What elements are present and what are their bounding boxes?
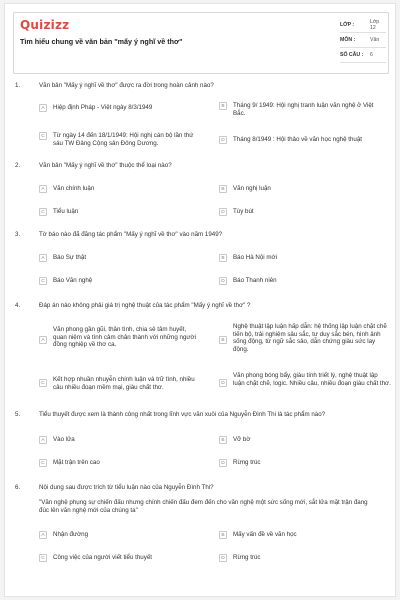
option-letter-badge: C [39, 379, 47, 387]
question-text: Nội dung sau được trích từ tiểu luận nào của Nguyễn Đình Thi? [39, 484, 214, 491]
option-letter-badge: D [219, 208, 227, 216]
option-letter-badge: A [39, 104, 47, 112]
option-d[interactable] [219, 372, 391, 387]
option-d[interactable] [219, 136, 391, 144]
option-letter-badge: B [219, 336, 227, 344]
option-letter-badge: D [219, 379, 227, 387]
question-number: 4. [15, 302, 21, 309]
option-b[interactable] [219, 323, 391, 353]
option-c[interactable] [39, 208, 199, 216]
question-4 [5, 302, 397, 402]
option-text: Tiểu luận [53, 208, 79, 215]
option-c[interactable] [39, 554, 209, 562]
meta-value: Lớp 12 [370, 19, 380, 31]
worksheet-page [4, 3, 396, 597]
option-text: Tháng 9/ 1949: Hội nghị tranh luận văn nghệ ở Việt Bắc. [233, 102, 374, 117]
option-text: Tùy bút [233, 208, 254, 215]
option-letter-badge: D [219, 277, 227, 285]
option-letter-badge: D [219, 459, 227, 467]
option-text: Vỡ bờ [233, 436, 251, 443]
option-letter-badge: A [39, 436, 47, 444]
option-d[interactable] [219, 554, 387, 562]
meta-row-count [340, 48, 386, 63]
quizizz-logo: Quizizz [20, 18, 70, 32]
worksheet-header [13, 12, 389, 74]
meta-row-subject [340, 33, 386, 48]
meta-key: MÔN : [340, 37, 356, 43]
option-letter-badge: D [219, 554, 227, 562]
option-letter-badge: B [219, 254, 227, 262]
option-b[interactable] [219, 185, 387, 193]
option-letter-badge: B [219, 102, 227, 110]
worksheet-meta [340, 18, 386, 63]
option-c[interactable] [39, 277, 199, 285]
option-c[interactable] [39, 376, 201, 391]
question-3 [5, 231, 397, 291]
option-text: Báo Thanh niên [233, 277, 277, 284]
option-c[interactable] [39, 459, 199, 467]
question-text: Văn bản "Mấy ý nghĩ về thơ" thuộc thể loại nào? [39, 162, 172, 169]
option-text: Mặt trận trên cao [53, 459, 100, 466]
option-text: Công việc của người viết tiểu thuyết [53, 554, 153, 561]
option-letter-badge: A [39, 254, 47, 262]
option-a[interactable] [39, 531, 199, 539]
question-number: 3. [15, 231, 21, 238]
option-text: Văn nghị luận [233, 185, 271, 192]
question-1 [5, 82, 397, 162]
option-text: Vào lửa [53, 436, 75, 443]
question-text: Tờ báo nào đã đăng tác phẩm "Mấy ý nghĩ về thơ" vào năm 1949? [39, 231, 223, 238]
option-letter-badge: C [39, 277, 47, 285]
option-text: Báo Sự thật [53, 254, 87, 261]
meta-key: SỐ CÂU : [340, 52, 364, 58]
option-letter-badge: C [39, 459, 47, 467]
option-text: Nghệ thuật lập luận hấp dẫn: hệ thống lập luận chặt chẽ tiến bộ, trải nghiệm sâu sắc, tư duy sắc bén, hình ảnh sống động, từ ngữ sắc sảo, dẫn chứng giàu sức lay động. [233, 323, 387, 353]
option-text: Mấy vấn đề về văn học [233, 531, 297, 538]
option-a[interactable] [39, 104, 199, 112]
question-text: Đáp án nào không phải giá trị nghệ thuật của tác phẩm "Mấy ý nghĩ về thơ" ? [39, 302, 251, 309]
option-text: Báo Văn nghệ [53, 277, 93, 284]
option-d[interactable] [219, 208, 387, 216]
option-letter-badge: B [219, 531, 227, 539]
option-a[interactable] [39, 326, 201, 349]
option-letter-badge: D [219, 136, 227, 144]
option-text: Báo Hà Nội mới [233, 254, 277, 261]
question-5 [5, 411, 397, 473]
option-letter-badge: A [39, 531, 47, 539]
option-b[interactable] [219, 531, 387, 539]
question-number: 2. [15, 162, 21, 169]
meta-value: 6 [370, 52, 373, 58]
option-d[interactable] [219, 277, 387, 285]
option-a[interactable] [39, 254, 199, 262]
option-text: Văn chính luận [53, 185, 95, 192]
option-text: Kết hợp nhuần nhuyễn chính luận và trữ tình, nhiều câu nhiều đoạn mềm mại, giàu chất thơ. [53, 376, 195, 391]
option-letter-badge: B [219, 436, 227, 444]
option-text: Hiệp định Pháp - Việt ngày 8/3/1949 [53, 104, 153, 111]
question-number: 5. [15, 411, 21, 418]
question-2 [5, 162, 397, 222]
option-b[interactable] [219, 254, 387, 262]
option-text: Văn phong bóng bẩy, giàu tính triết lý, nghệ thuật lập luận chặt chẽ, logic. Nhiều câu, nhiều đoạn giàu chất thơ. [233, 372, 391, 387]
option-text: Văn phong gần gũi, thân tình, chia sẻ tâm huyết, quan niệm và tình cảm chân thành với những người đồng nghiệp về thơ ca. [53, 326, 196, 349]
option-a[interactable] [39, 185, 199, 193]
question-number: 6. [15, 484, 21, 491]
option-text: Rừng trúc [233, 554, 261, 561]
question-number: 1. [15, 82, 21, 89]
option-text: Từ ngày 14 đến 18/1/1949: Hội nghị cán bộ lần thứ sáu TW Đảng Cộng sản Đông Dương. [53, 132, 194, 147]
option-b[interactable] [219, 102, 387, 117]
meta-row-class [340, 18, 386, 33]
option-letter-badge: A [39, 185, 47, 193]
option-letter-badge: B [219, 185, 227, 193]
question-text: Tiểu thuyết được xem là thành công nhất trong lĩnh vực văn xuôi của Nguyễn Đình Thi là tác phẩm nào? [39, 411, 326, 418]
option-letter-badge: A [39, 336, 47, 344]
question-quote: "Văn nghệ phụng sự chiến đấu nhưng chính chiến đấu đem đến cho văn nghệ một sức sống mới, sắt lửa mặt trận đang đúc lên văn nghệ mới của chúng ta" [39, 499, 368, 514]
option-text: Rừng trúc [233, 459, 261, 466]
meta-value: Văn [370, 37, 380, 43]
option-letter-badge: C [39, 132, 47, 140]
option-c[interactable] [39, 132, 199, 147]
option-text: Tháng 8/1949 : Hội thảo về văn học nghệ thuật [233, 136, 363, 143]
option-b[interactable] [219, 436, 387, 444]
question-6 [5, 484, 397, 584]
question-text: Văn bản "Mấy ý nghĩ về thơ" được ra đời trong hoàn cảnh nào? [39, 82, 214, 89]
option-letter-badge: C [39, 554, 47, 562]
option-text: Nhận đường [53, 531, 89, 538]
option-d[interactable] [219, 459, 387, 467]
option-letter-badge: C [39, 208, 47, 216]
worksheet-title: Tìm hiểu chung về văn bản "mấy ý nghĩ về thơ" [20, 37, 183, 46]
option-a[interactable] [39, 436, 199, 444]
meta-key: LỚP : [340, 22, 355, 28]
